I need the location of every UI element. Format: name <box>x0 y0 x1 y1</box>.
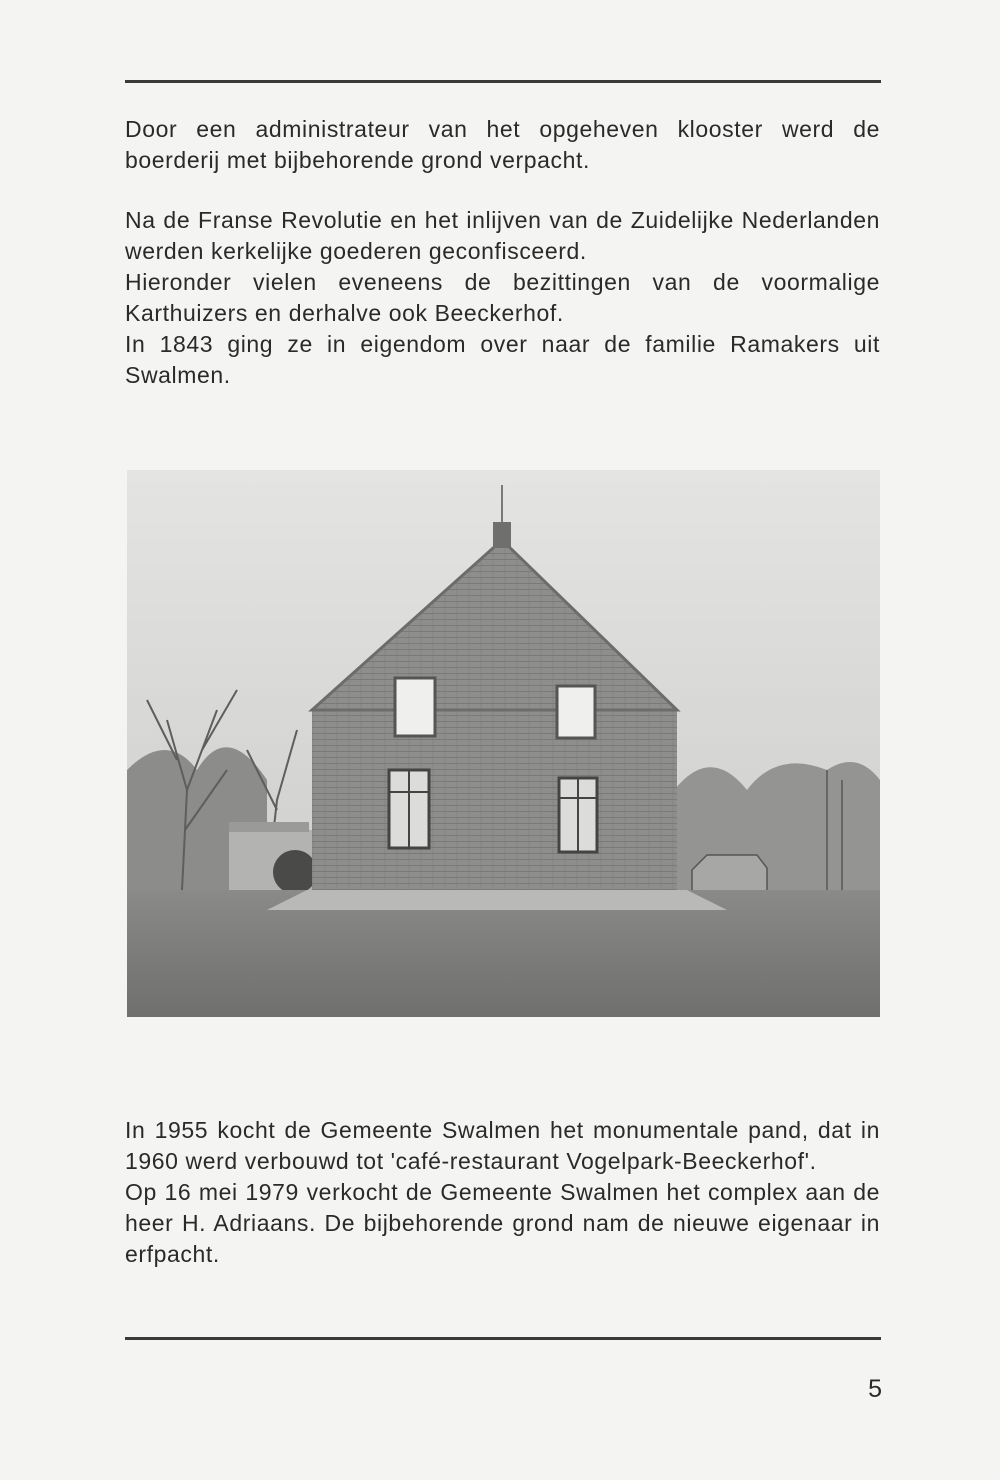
text-line: Door een administrateur van het opgeheven klooster werd de boerderij met bijbehorende grond verpacht. <box>125 116 880 173</box>
history-paragraph <box>125 205 880 391</box>
intro-paragraph <box>125 114 880 176</box>
text-line: Op 16 mei 1979 verkocht de Gemeente Swalmen het complex aan de heer H. Adriaans. De bijbehorende grond nam de nieuwe eigenaar in erfpacht. <box>125 1179 880 1267</box>
text-line: In 1955 kocht de Gemeente Swalmen het monumentale pand, dat in 1960 werd verbouwd tot 'café-restaurant Vogelpark-Beeckerhof'. <box>125 1117 880 1174</box>
sale-paragraph <box>125 1115 880 1270</box>
text-line: Hieronder vielen eveneens de bezittingen van de voormalige Karthuizers en derhalve ook Beeckerhof. <box>125 269 880 326</box>
farmhouse-photo <box>127 470 880 1017</box>
text-line: In 1843 ging ze in eigendom over naar de familie Ramakers uit Swalmen. <box>125 331 880 388</box>
top-rule <box>125 80 881 83</box>
page-number: 5 <box>868 1375 882 1403</box>
bottom-rule <box>125 1337 881 1340</box>
text-line: Na de Franse Revolutie en het inlijven van de Zuidelijke Nederlanden werden kerkelijke goederen geconfisceerd. <box>125 207 880 264</box>
